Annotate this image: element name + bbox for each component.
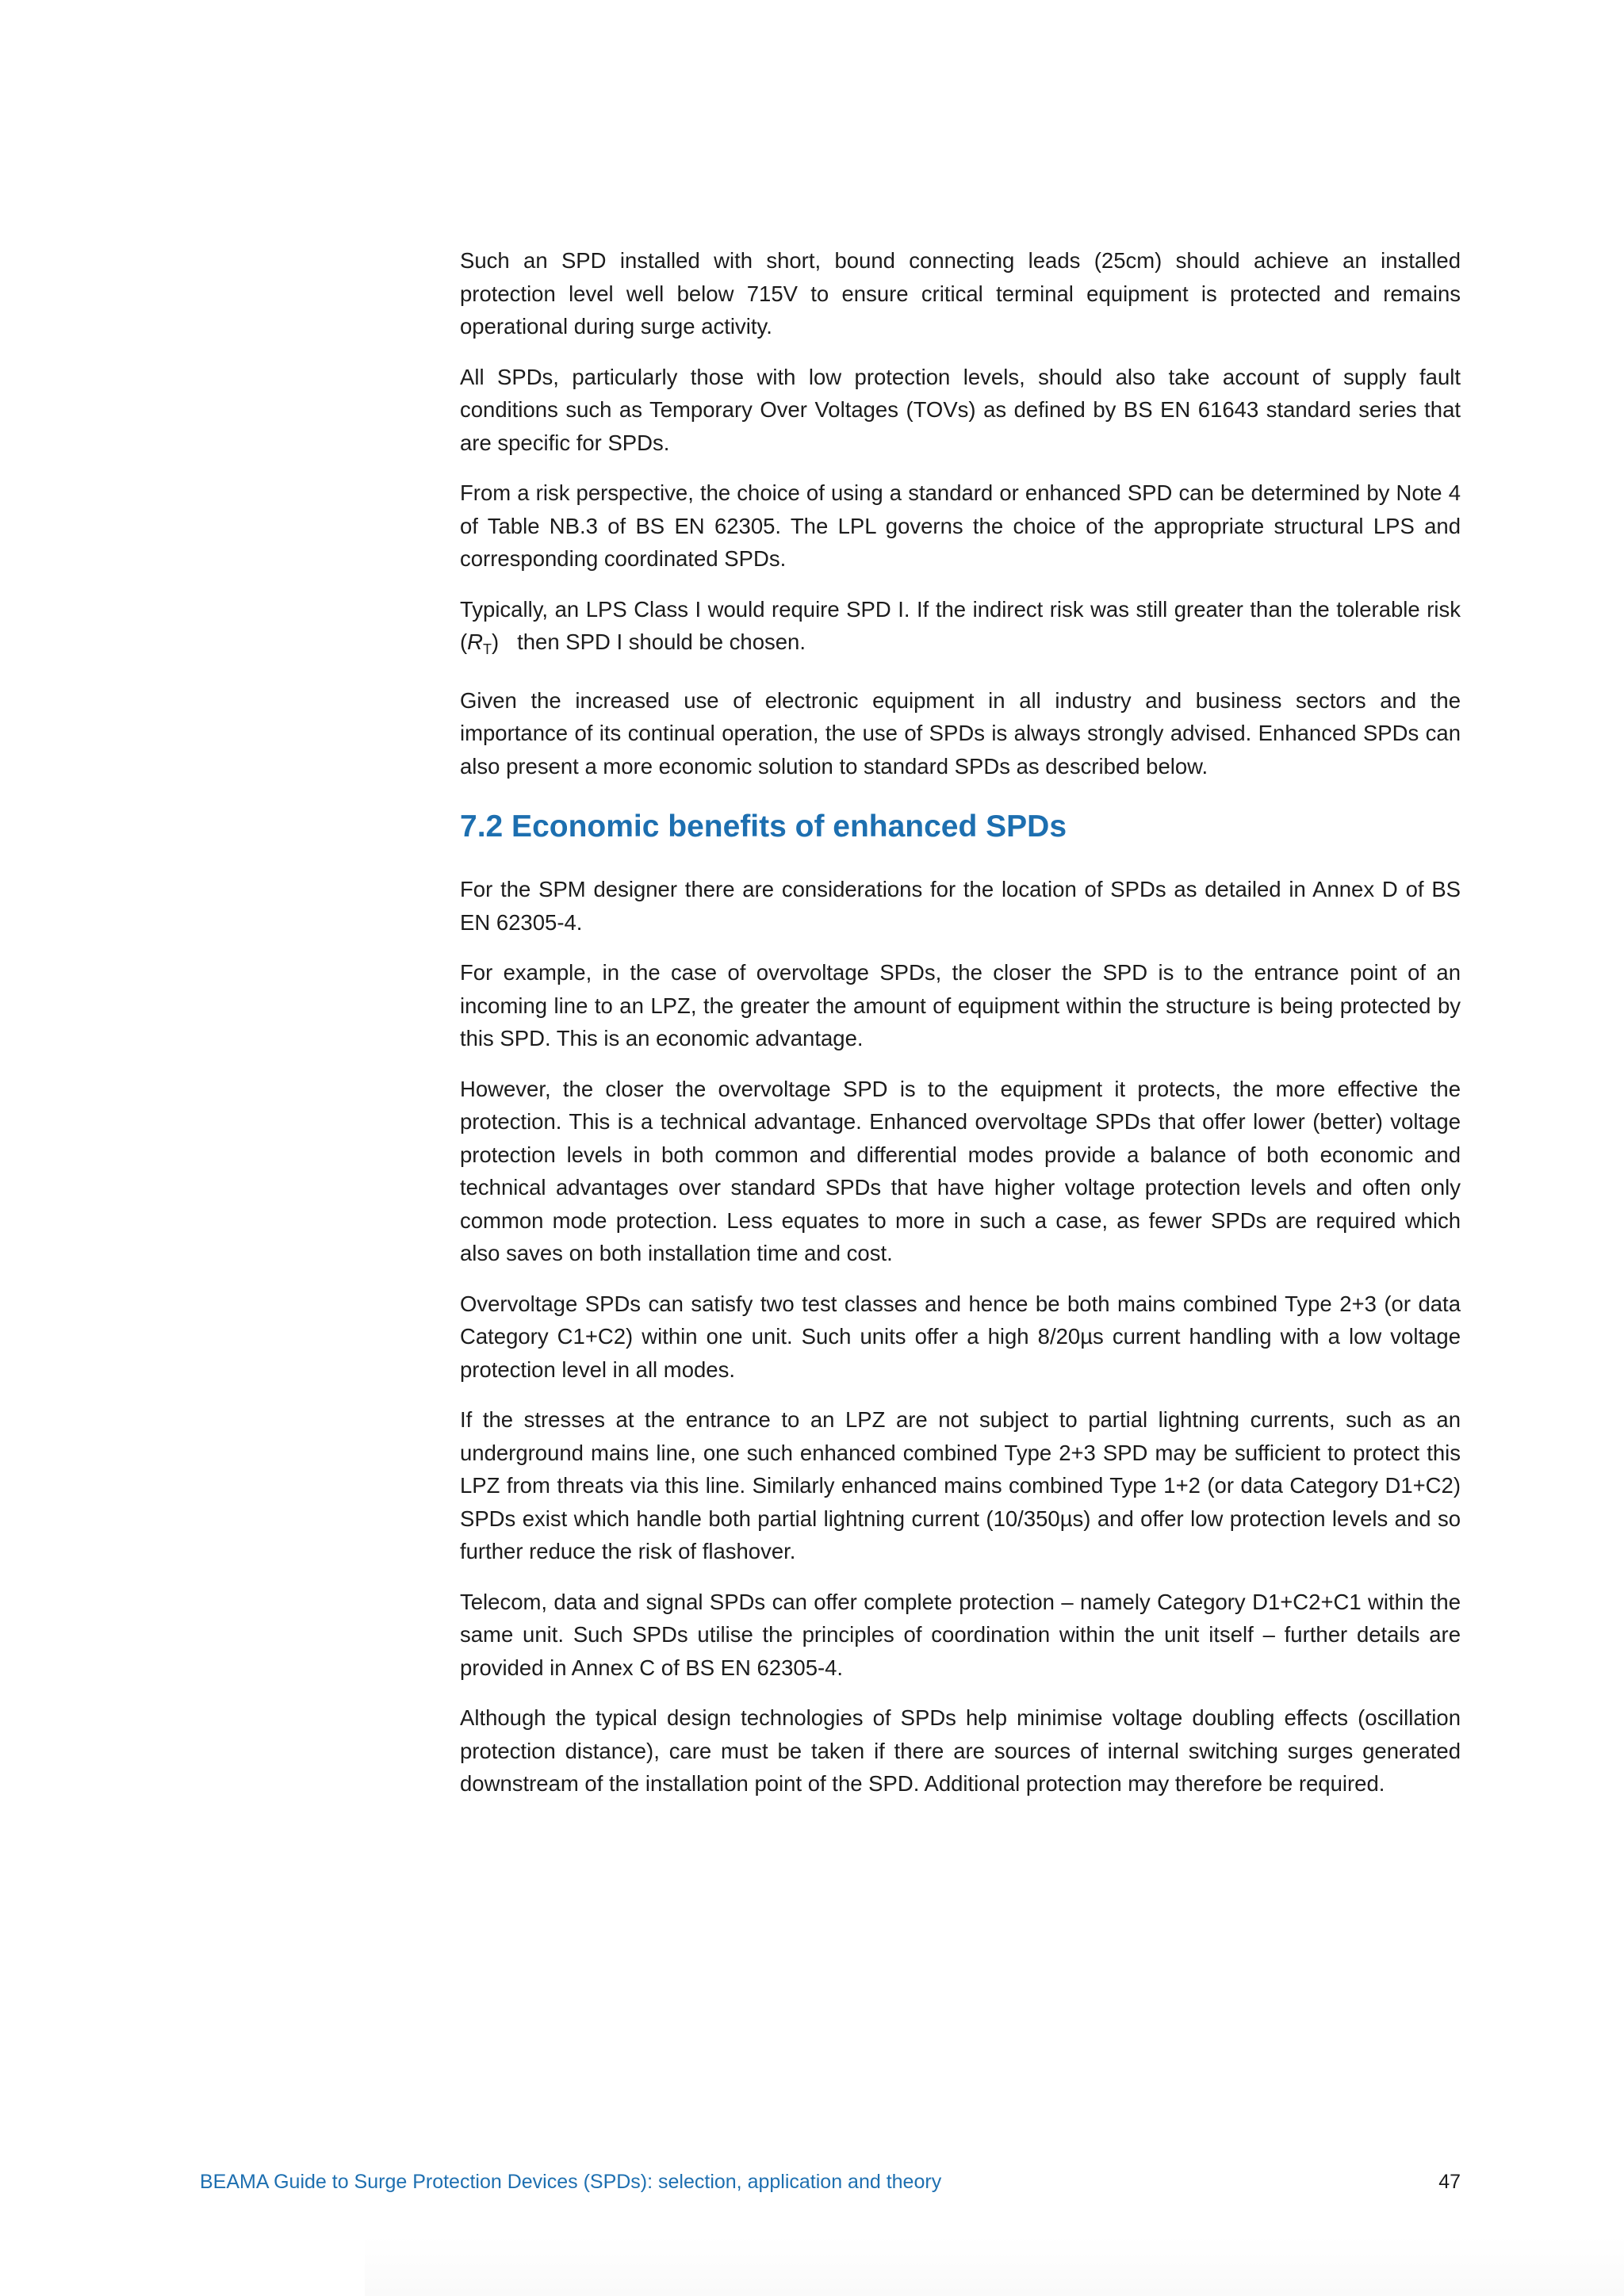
paragraph-telecom-spds: Telecom, data and signal SPDs can offer complete protection – namely Category D1+C2+C1 within the same unit. Such SPDs utilise the principles of coordination within the unit itself – further details are provided in Annex C of BS EN 62305-4.	[460, 1589, 1461, 1680]
paragraph-overvoltage-example: For example, in the case of overvoltage SPDs, the closer the SPD is to the entrance point of an incoming line to an LPZ, the greater the amount of equipment within the structure is being protected by this SPD. This is an economic advantage.	[460, 960, 1461, 1050]
paragraph-spd-installed-leads: Such an SPD installed with short, bound connecting leads (25cm) should achieve an installed protection level well below 715V to ensure critical terminal equipment is protected and remains operational during surge activity.	[460, 248, 1461, 339]
risk-text-after: ) then SPD I should be chosen.	[492, 629, 806, 654]
footer-page-number: 47	[1438, 2171, 1461, 2193]
paragraph-technical-advantage: However, the closer the overvoltage SPD is to the equipment it protects, the more effective the protection. This is a technical advantage. Enhanced overvoltage SPDs that offer lower (better) voltage protection levels in both common and differential modes provide a balance of both economic and technical advantages over standard SPDs that have higher voltage protection levels and often only common mode protection. Less equates to more in such a case, as fewer SPDs are required which also saves on both installation time and cost.	[460, 1076, 1461, 1265]
risk-subscript: T	[483, 641, 492, 657]
paragraph-lps-class	[460, 593, 1461, 667]
risk-text-before: Typically, an LPS Class I would require SPD I. If the indirect risk was still greater than the tolerable risk (	[460, 596, 1461, 654]
paragraph-tov-conditions: All SPDs, particularly those with low protection levels, should also take account of supply fault conditions such as Temporary Over Voltages (TOVs) as defined by BS EN 61643 standard series that are specific for SPDs.	[460, 364, 1461, 455]
bottom-shade	[365, 2236, 1624, 2296]
footer-document-title: BEAMA Guide to Surge Protection Devices (SPDs): selection, application and theory	[200, 2171, 942, 2193]
risk-symbol: R	[467, 629, 484, 654]
paragraph-design-technologies: Although the typical design technologies of SPDs help minimise voltage doubling effects (oscillation protection distance), care must be taken if there are sources of internal switching surges generated downstream of the installation point of the SPD. Additional protection may therefore be required.	[460, 1705, 1461, 1796]
paragraph-risk-perspective: From a risk perspective, the choice of using a standard or enhanced SPD can be determined by Note 4 of Table NB.3 of BS EN 62305. The LPL governs the choice of the appropriate structural LPS and corresponding coordinated SPDs.	[460, 480, 1461, 571]
paragraph-lpz-stresses: If the stresses at the entrance to an LPZ are not subject to partial lightning currents, such as an underground mains line, one such enhanced combined Type 2+3 SPD may be sufficient to protect this LPZ from threats via this line. Similarly enhanced mains combined Type 1+2 (or data Category D1+C2) SPDs exist which handle both partial lightning current (10/350µs) and offer low protection levels and so further reduce the risk of flashover.	[460, 1407, 1461, 1563]
paragraph-electronic-equipment: Given the increased use of electronic equipment in all industry and business sectors and the importance of its continual operation, the use of SPDs is always strongly advised. Enhanced SPDs can also present a more economic solution to standard SPDs as described below.	[460, 687, 1461, 779]
paragraph-spm-designer: For the SPM designer there are considerations for the location of SPDs as detailed in Annex D of BS EN 62305-4.	[460, 877, 1461, 935]
section-heading-economic-benefits: 7.2 Economic benefits of enhanced SPDs	[460, 809, 1067, 844]
main-content	[460, 244, 1461, 1818]
page-footer	[200, 2168, 1461, 2196]
paragraph-test-classes: Overvoltage SPDs can satisfy two test classes and hence be both mains combined Type 2+3 (or data Category C1+C2) within one unit. Such units offer a high 8/20µs current handling with a low voltage protection level in all modes.	[460, 1291, 1461, 1382]
